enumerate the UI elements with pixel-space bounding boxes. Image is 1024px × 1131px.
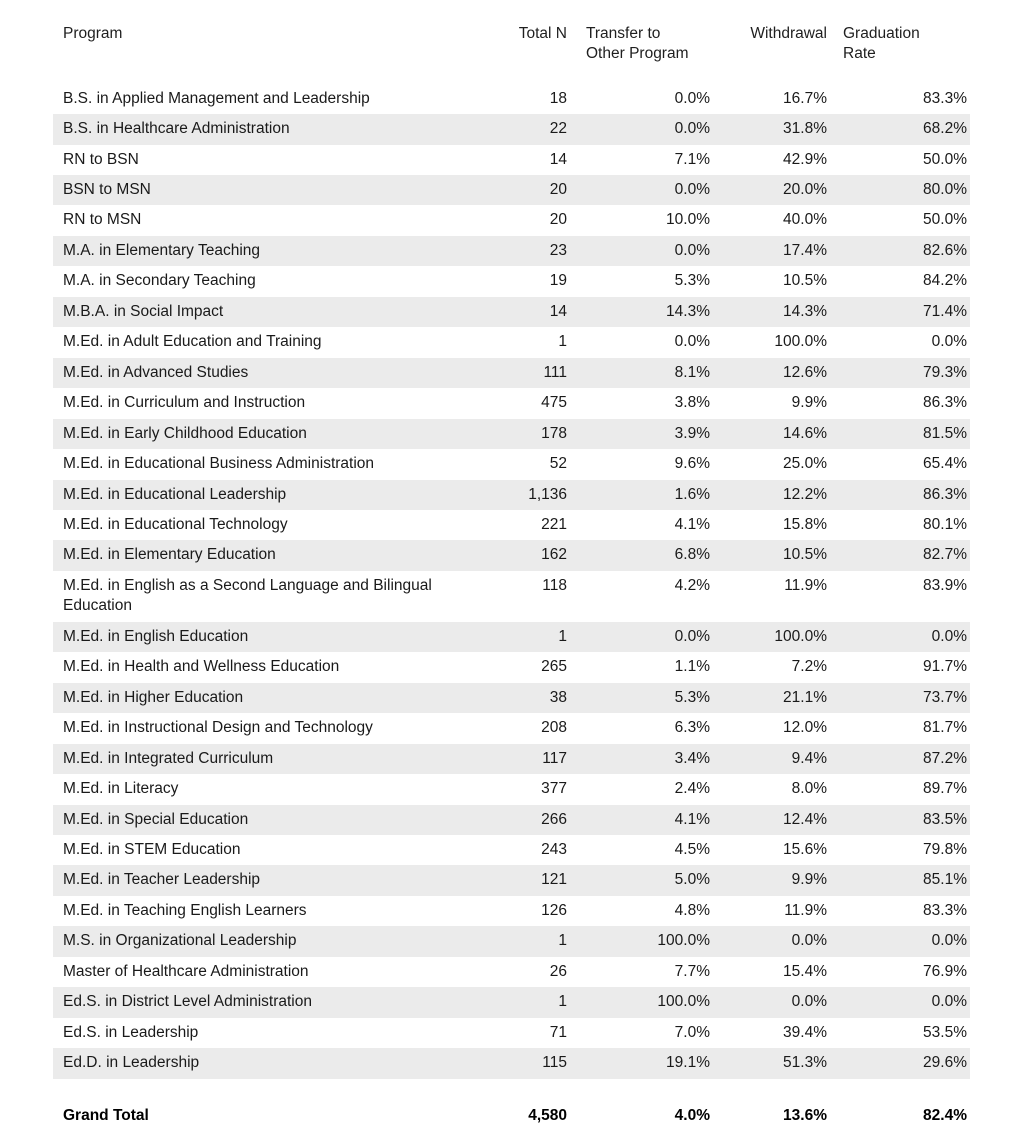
cell-total-n: 38 (453, 683, 573, 713)
cell-graduation-rate: 0.0% (833, 987, 970, 1017)
cell-total-n: 121 (453, 865, 573, 895)
cell-transfer-rate: 3.9% (573, 419, 716, 449)
table-row (53, 683, 970, 713)
cell-program-name: Master of Healthcare Administration (63, 962, 309, 980)
cell-graduation-rate: 0.0% (833, 926, 970, 956)
cell-program-name: M.Ed. in English as a Second Language and Bilingual Education (63, 576, 432, 615)
cell-transfer-rate: 5.3% (674, 272, 710, 290)
cell-withdrawal-rate: 9.9% (716, 865, 833, 895)
cell-total-n: 1 (558, 333, 567, 351)
cell-graduation-rate: 87.2% (833, 744, 970, 774)
table-row (53, 327, 970, 357)
cell-total-n: 20 (549, 211, 567, 229)
column-header-graduation-line1: Graduation (843, 25, 920, 42)
cell-program-name: M.Ed. in Health and Wellness Education (63, 658, 340, 676)
cell-transfer-rate: 4.8% (674, 901, 710, 919)
cell-program-name: M.Ed. in STEM Education (63, 840, 241, 858)
cell-program-name: M.Ed. in Educational Leadership (53, 480, 453, 510)
cell-total-n: 14 (453, 297, 573, 327)
cell-graduation-rate: 86.3% (833, 480, 970, 510)
cell-withdrawal-rate: 10.5% (716, 540, 833, 570)
cell-transfer-rate: 19.1% (573, 1048, 716, 1078)
cell-graduation-rate: 73.7% (833, 683, 970, 713)
cell-graduation-rate: 82.6% (833, 236, 970, 266)
column-header-withdrawal: Withdrawal (716, 24, 833, 84)
cell-graduation-rate: 0.0% (833, 622, 970, 652)
program-outcomes-table (53, 24, 970, 1131)
cell-program-name: B.S. in Applied Management and Leadership (63, 89, 370, 107)
cell-program-name: Ed.S. in Leadership (63, 1023, 199, 1041)
cell-transfer-rate: 0.0% (674, 89, 710, 107)
cell-total-n: 71 (549, 1023, 567, 1041)
cell-transfer-rate: 6.8% (573, 540, 716, 570)
column-header-transfer (573, 24, 716, 84)
cell-withdrawal-rate: 15.6% (783, 840, 827, 858)
header-row (53, 24, 970, 84)
cell-graduation-rate: 29.6% (833, 1048, 970, 1078)
cell-withdrawal-rate: 11.9% (784, 576, 827, 594)
table-row (53, 926, 970, 956)
cell-program-name: Ed.S. in District Level Administration (53, 987, 453, 1017)
column-header-graduation-line2: Rate (843, 44, 876, 62)
cell-total-n: 178 (453, 419, 573, 449)
table-row (53, 744, 970, 774)
cell-transfer-rate: 7.0% (674, 1023, 710, 1041)
cell-graduation-rate: 50.0% (923, 150, 967, 168)
cell-graduation-rate: 91.7% (923, 658, 967, 676)
cell-withdrawal-rate: 9.9% (791, 394, 827, 412)
cell-transfer-rate: 0.0% (573, 114, 716, 144)
table-row (53, 957, 970, 987)
cell-program-name: BSN to MSN (53, 175, 453, 205)
cell-graduation-rate: 84.2% (923, 272, 967, 290)
cell-withdrawal-rate: 0.0% (716, 926, 833, 956)
table-row (53, 835, 970, 865)
cell-graduation-rate: 71.4% (833, 297, 970, 327)
cell-total-n: 115 (453, 1048, 573, 1078)
cell-total-n: 117 (453, 744, 573, 774)
column-header-transfer-line1: Transfer to (586, 25, 661, 42)
table-row (53, 449, 970, 479)
cell-withdrawal-rate: 8.0% (791, 780, 827, 798)
cell-withdrawal-rate: 12.6% (716, 358, 833, 388)
cell-transfer-rate: 4.2% (674, 576, 710, 594)
cell-withdrawal-rate: 25.0% (783, 455, 827, 473)
cell-total-n: 1,136 (453, 480, 573, 510)
table-row (53, 388, 970, 418)
table-row (53, 805, 970, 835)
cell-graduation-rate: 79.3% (833, 358, 970, 388)
cell-graduation-rate: 85.1% (833, 865, 970, 895)
cell-program-name: Ed.D. in Leadership (53, 1048, 453, 1078)
table-row (53, 236, 970, 266)
cell-transfer-rate: 10.0% (666, 211, 710, 229)
cell-total-n: 14 (549, 150, 567, 168)
column-header-total-n: Total N (453, 24, 573, 84)
cell-withdrawal-rate: 15.8% (783, 516, 827, 533)
cell-graduation-rate: 81.5% (833, 419, 970, 449)
cell-withdrawal-rate: 12.2% (716, 480, 833, 510)
table-row (53, 622, 970, 652)
cell-program-name: M.Ed. in Higher Education (53, 683, 453, 713)
cell-total-n: 111 (453, 358, 573, 388)
cell-graduation-rate: 81.7% (923, 719, 967, 737)
cell-withdrawal-rate: 20.0% (716, 175, 833, 205)
total-separator (53, 1079, 970, 1101)
cell-total-n: 1 (453, 622, 573, 652)
table-row (53, 358, 970, 388)
cell-withdrawal-rate: 40.0% (783, 211, 827, 229)
cell-total-n: 162 (453, 540, 573, 570)
cell-transfer-rate: 3.8% (674, 394, 710, 412)
table-body (53, 84, 970, 1131)
cell-graduation-rate: 83.5% (833, 805, 970, 835)
cell-total-n: 26 (549, 962, 567, 980)
cell-transfer-rate: 4.1% (674, 516, 710, 533)
cell-graduation-rate: 83.9% (923, 576, 967, 594)
table-row (53, 652, 970, 682)
table-row (53, 266, 970, 296)
cell-transfer-rate: 8.1% (573, 358, 716, 388)
cell-transfer-rate: 4.1% (573, 805, 716, 835)
cell-total-n: 377 (541, 780, 567, 798)
cell-total-n: 118 (542, 576, 567, 594)
cell-graduation-rate: 80.1% (923, 516, 967, 533)
cell-graduation-rate: 53.5% (923, 1023, 967, 1041)
cell-graduation-rate: 68.2% (833, 114, 970, 144)
table-row (53, 114, 970, 144)
cell-transfer-rate: 5.0% (573, 865, 716, 895)
cell-transfer-rate: 9.6% (674, 455, 710, 473)
cell-transfer-rate: 0.0% (573, 622, 716, 652)
table-row (53, 480, 970, 510)
table-row (53, 865, 970, 895)
cell-total-n: 23 (453, 236, 573, 266)
table-row (53, 987, 970, 1017)
table-row (53, 419, 970, 449)
cell-transfer-rate: 1.1% (674, 658, 710, 676)
cell-withdrawal-rate: 15.4% (783, 962, 827, 980)
cell-withdrawal-rate: 14.6% (716, 419, 833, 449)
column-header-program: Program (53, 24, 453, 84)
cell-graduation-rate: 80.0% (833, 175, 970, 205)
cell-withdrawal-rate: 39.4% (783, 1023, 827, 1041)
grand-total-row (53, 1101, 970, 1131)
table-row (53, 896, 970, 926)
cell-graduation-rate: 76.9% (923, 962, 967, 980)
cell-transfer-rate: 2.4% (674, 780, 710, 798)
cell-program-name: M.A. in Secondary Teaching (63, 272, 256, 290)
cell-graduation-rate: 86.3% (923, 394, 967, 412)
cell-program-name: M.Ed. in Curriculum and Instruction (63, 394, 306, 412)
cell-withdrawal-rate: 7.2% (791, 658, 827, 676)
cell-withdrawal-rate: 17.4% (716, 236, 833, 266)
cell-transfer-rate: 6.3% (674, 719, 710, 737)
cell-graduation-rate: 89.7% (923, 780, 967, 798)
cell-total-n: 19 (549, 272, 567, 290)
cell-transfer-rate: 100.0% (573, 926, 716, 956)
cell-program-name: M.Ed. in Advanced Studies (53, 358, 453, 388)
total-graduation-rate: 82.4% (833, 1101, 970, 1131)
cell-program-name: M.Ed. in Integrated Curriculum (53, 744, 453, 774)
cell-transfer-rate: 0.0% (573, 175, 716, 205)
cell-program-name: M.Ed. in Teaching English Learners (63, 901, 307, 919)
cell-withdrawal-rate: 51.3% (716, 1048, 833, 1078)
cell-program-name: M.B.A. in Social Impact (53, 297, 453, 327)
cell-withdrawal-rate: 11.9% (784, 901, 827, 919)
table-row (53, 713, 970, 743)
cell-program-name: M.Ed. in English Education (53, 622, 453, 652)
cell-total-n: 243 (541, 840, 567, 858)
cell-program-name: B.S. in Healthcare Administration (53, 114, 453, 144)
cell-total-n: 1 (453, 987, 573, 1017)
cell-transfer-rate: 100.0% (573, 987, 716, 1017)
cell-withdrawal-rate: 9.4% (716, 744, 833, 774)
cell-graduation-rate: 50.0% (923, 211, 967, 229)
table-row (53, 1018, 970, 1048)
cell-graduation-rate: 82.7% (833, 540, 970, 570)
table-row (53, 145, 970, 175)
cell-total-n: 22 (453, 114, 573, 144)
table-row (53, 1048, 970, 1078)
cell-transfer-rate: 0.0% (674, 333, 710, 351)
cell-transfer-rate: 14.3% (573, 297, 716, 327)
column-header-graduation (833, 24, 970, 84)
cell-program-name: RN to BSN (63, 150, 139, 168)
cell-withdrawal-rate: 100.0% (774, 333, 827, 351)
cell-program-name: RN to MSN (63, 211, 142, 229)
table-row (53, 774, 970, 804)
cell-total-n: 126 (541, 901, 567, 919)
cell-withdrawal-rate: 21.1% (716, 683, 833, 713)
cell-total-n: 475 (541, 394, 567, 412)
cell-program-name: M.Ed. in Educational Technology (63, 516, 288, 533)
cell-withdrawal-rate: 14.3% (716, 297, 833, 327)
table-row (53, 297, 970, 327)
cell-graduation-rate: 83.3% (923, 89, 967, 107)
cell-total-n: 18 (549, 89, 567, 107)
cell-transfer-rate: 0.0% (573, 236, 716, 266)
cell-withdrawal-rate: 12.4% (716, 805, 833, 835)
cell-program-name: M.Ed. in Elementary Education (53, 540, 453, 570)
cell-program-name: M.Ed. in Adult Education and Training (63, 333, 322, 351)
cell-total-n: 221 (541, 516, 567, 533)
total-withdrawal-rate: 13.6% (716, 1101, 833, 1131)
cell-withdrawal-rate: 12.0% (783, 719, 827, 737)
cell-total-n: 265 (541, 658, 567, 676)
cell-program-name: M.Ed. in Literacy (63, 780, 179, 798)
total-transfer-rate: 4.0% (573, 1101, 716, 1131)
cell-withdrawal-rate: 16.7% (783, 89, 827, 107)
total-label: Grand Total (53, 1101, 453, 1131)
cell-program-name: M.Ed. in Instructional Design and Technology (63, 719, 373, 737)
table-row (53, 175, 970, 205)
cell-program-name: M.S. in Organizational Leadership (53, 926, 453, 956)
cell-withdrawal-rate: 31.8% (716, 114, 833, 144)
cell-withdrawal-rate: 42.9% (783, 150, 827, 168)
table-row (53, 84, 970, 114)
table-row (53, 510, 970, 540)
total-separator-cell (53, 1079, 970, 1101)
cell-program-name: M.A. in Elementary Teaching (53, 236, 453, 266)
cell-graduation-rate: 65.4% (923, 455, 967, 473)
cell-program-name: M.Ed. in Teacher Leadership (53, 865, 453, 895)
cell-withdrawal-rate: 100.0% (716, 622, 833, 652)
table-header (53, 24, 970, 84)
table-row (53, 540, 970, 570)
cell-total-n: 52 (549, 455, 567, 473)
cell-transfer-rate: 4.5% (674, 840, 710, 858)
cell-graduation-rate: 0.0% (931, 333, 967, 351)
column-header-transfer-line2: Other Program (586, 44, 689, 62)
cell-transfer-rate: 5.3% (573, 683, 716, 713)
cell-program-name: M.Ed. in Educational Business Administration (63, 455, 375, 473)
cell-program-name: M.Ed. in Early Childhood Education (53, 419, 453, 449)
cell-transfer-rate: 7.7% (674, 962, 710, 980)
cell-total-n: 208 (541, 719, 567, 737)
cell-total-n: 20 (453, 175, 573, 205)
table-row (53, 571, 970, 622)
table-row (53, 205, 970, 235)
cell-graduation-rate: 79.8% (923, 840, 967, 858)
cell-transfer-rate: 3.4% (573, 744, 716, 774)
cell-transfer-rate: 1.6% (573, 480, 716, 510)
cell-withdrawal-rate: 10.5% (783, 272, 827, 290)
cell-total-n: 1 (453, 926, 573, 956)
cell-total-n: 266 (453, 805, 573, 835)
cell-withdrawal-rate: 0.0% (716, 987, 833, 1017)
total-total-n: 4,580 (453, 1101, 573, 1131)
cell-transfer-rate: 7.1% (674, 150, 710, 168)
cell-graduation-rate: 83.3% (923, 901, 967, 919)
cell-program-name: M.Ed. in Special Education (53, 805, 453, 835)
